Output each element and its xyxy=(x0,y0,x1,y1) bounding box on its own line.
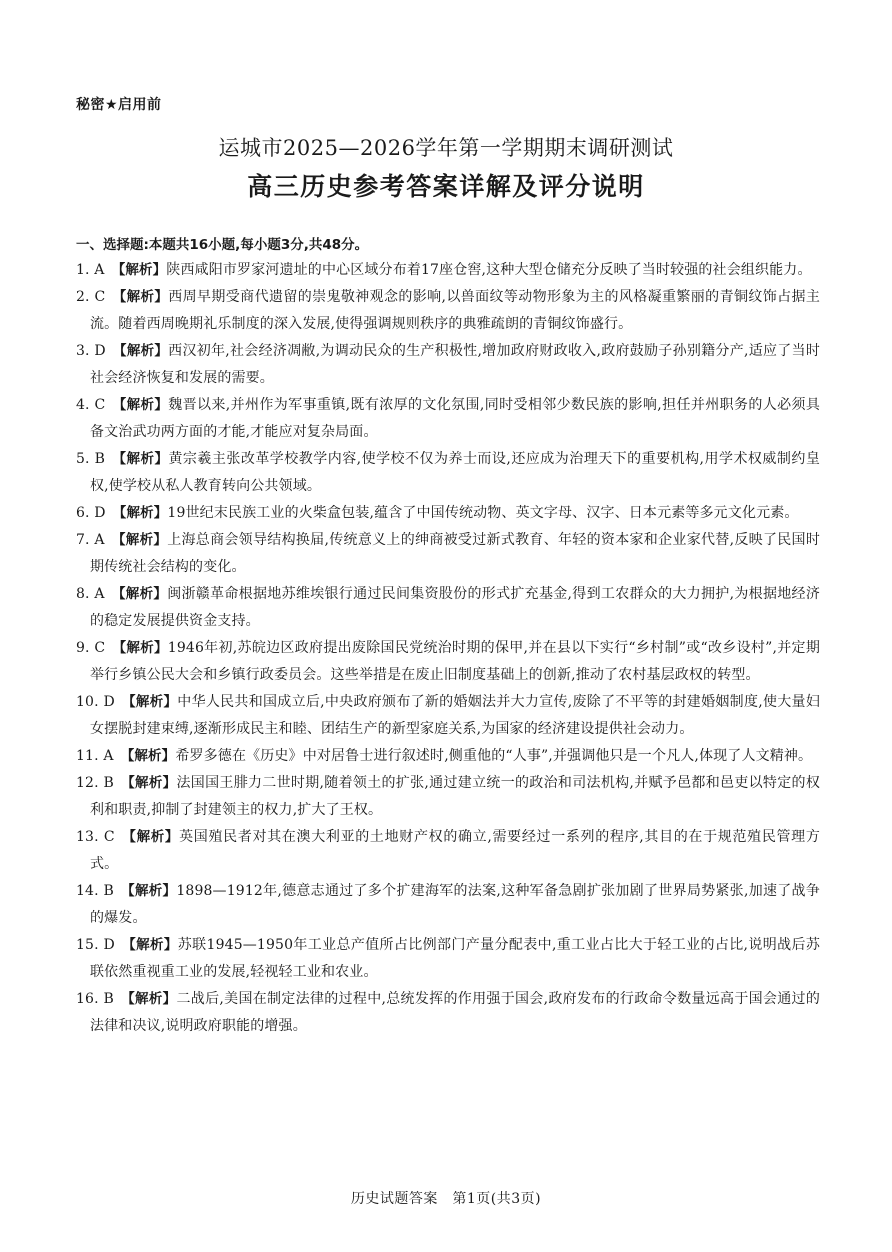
answer-item xyxy=(76,689,820,743)
analysis-tag: 【解析】 xyxy=(121,775,177,791)
answer-spacer xyxy=(114,991,121,1007)
section-heading: 一、选择题:本题共16小题,每小题3分,共48分。 xyxy=(76,237,369,253)
analysis-tag: 【解析】 xyxy=(121,694,178,710)
answer-item xyxy=(76,743,820,770)
answer-spacer xyxy=(114,748,121,764)
answer-item xyxy=(76,635,820,689)
analysis-tag: 【解析】 xyxy=(121,991,177,1007)
analysis-tag: 【解析】 xyxy=(120,748,176,764)
analysis-tag: 【解析】 xyxy=(112,397,169,413)
answer-item xyxy=(76,338,820,392)
answer-number: 6. D xyxy=(76,505,106,521)
analysis-text: 魏晋以来,并州作为军事重镇,既有浓厚的文化氛围,同时受相邻少数民族的影响,担任并州职务的人必须具备文治武功两方面的才能,才能应对复杂局面。 xyxy=(90,397,821,440)
analysis-text: 中华人民共和国成立后,中央政府颁布了新的婚姻法并大力宣传,废除了不平等的封建婚姻制度,使大量妇女摆脱封建束缚,逐渐形成民主和睦、团结生产的新型家庭关系,为国家的经济建设提供社会动力。 xyxy=(90,694,820,737)
answer-item xyxy=(76,878,820,932)
analysis-text: 英国殖民者对其在澳大利亚的土地财产权的确立,需要经过一系列的程序,其目的在于规范殖民管理方式。 xyxy=(90,829,820,872)
answer-number: 12. B xyxy=(76,775,114,791)
analysis-text: 闽浙赣革命根据地苏维埃银行通过民间集资股份的形式扩充基金,得到工农群众的大力拥护,为根据地经济的稳定发展提供资金支持。 xyxy=(90,586,820,629)
answer-item xyxy=(76,500,820,527)
confidential-label: 秘密★启用前 xyxy=(76,97,162,113)
analysis-text: 陕西咸阳市罗家河遗址的中心区域分布着17座仓窖,这种大型仓储充分反映了当时较强的社会组织能力。 xyxy=(166,262,812,278)
answer-number: 7. A xyxy=(76,532,105,548)
analysis-text: 西汉初年,社会经济凋敝,为调动民众的生产积极性,增加政府财政收入,政府鼓励子孙别籍分产,适应了当时社会经济恢复和发展的需要。 xyxy=(90,343,820,386)
answer-spacer xyxy=(115,829,122,845)
analysis-tag: 【解析】 xyxy=(122,937,178,953)
answer-item xyxy=(76,770,820,824)
answer-number: 4. C xyxy=(76,397,106,413)
answer-item xyxy=(76,446,820,500)
answer-number: 3. D xyxy=(76,343,106,359)
answer-number: 13. C xyxy=(76,829,115,845)
analysis-tag: 【解析】 xyxy=(112,289,169,305)
analysis-tag: 【解析】 xyxy=(121,883,177,899)
answer-spacer xyxy=(105,586,112,602)
answer-spacer xyxy=(115,937,122,953)
answer-spacer xyxy=(106,505,113,521)
analysis-tag: 【解析】 xyxy=(112,505,168,521)
exam-title: 运城市2025—2026学年第一学期期末调研测试 xyxy=(218,136,674,160)
answer-spacer xyxy=(106,343,113,359)
answer-spacer xyxy=(105,397,112,413)
analysis-tag: 【解析】 xyxy=(111,262,167,278)
answer-number: 15. D xyxy=(76,937,115,953)
analysis-text: 苏联1945—1950年工业总产值所占比例部门产量分配表中,重工业占比大于轻工业的占比,说明战后苏联依然重视重工业的发展,轻视轻工业和农业。 xyxy=(90,937,820,980)
answer-number: 10. D xyxy=(76,694,115,710)
answer-item xyxy=(76,257,820,284)
analysis-tag: 【解析】 xyxy=(111,532,168,548)
answer-item xyxy=(76,527,820,581)
analysis-tag: 【解析】 xyxy=(112,343,169,359)
analysis-text: 黄宗羲主张改革学校教学内容,使学校不仅为养士而设,还应成为治理天下的重要机构,用学术权威制约皇权,使学校从私人教育转向公共领域。 xyxy=(90,451,820,494)
analysis-text: 希罗多德在《历史》中对居鲁士进行叙述时,侧重他的“人事”,并强调他只是一个凡人,体现了人文精神。 xyxy=(175,748,813,764)
answer-number: 11. A xyxy=(76,748,114,764)
analysis-tag: 【解析】 xyxy=(112,451,169,467)
page-footer: 历史试题答案 第1页(共3页) xyxy=(350,1191,542,1207)
answer-number: 8. A xyxy=(76,586,105,602)
analysis-text: 19世纪末民族工业的火柴盒包装,蕴含了中国传统动物、英文字母、汉字、日本元素等多元文化元素。 xyxy=(167,505,799,521)
analysis-tag: 【解析】 xyxy=(112,640,168,656)
answer-spacer xyxy=(105,289,112,305)
analysis-text: 西周早期受商代遗留的崇鬼敬神观念的影响,以兽面纹等动物形象为主的风格凝重繁丽的青铜纹饰占据主流。随着西周晚期礼乐制度的深入发展,使得强调规则秩序的典雅疏朗的青铜纹饰盛行。 xyxy=(90,289,820,332)
answer-list xyxy=(76,257,820,1040)
analysis-text: 1898—1912年,德意志通过了多个扩建海军的法案,这种军备急剧扩张加剧了世界局势紧张,加速了战争的爆发。 xyxy=(90,883,820,926)
answer-spacer xyxy=(114,775,121,791)
analysis-text: 二战后,美国在制定法律的过程中,总统发挥的作用强于国会,政府发布的行政命令数量远高于国会通过的法律和决议,说明政府职能的增强。 xyxy=(90,991,820,1034)
answer-number: 1. A xyxy=(76,262,105,278)
answer-spacer xyxy=(105,532,112,548)
analysis-text: 上海总商会领导结构换届,传统意义上的绅商被受过新式教育、年轻的资本家和企业家代替,反映了民国时期传统社会结构的变化。 xyxy=(90,532,820,575)
answer-item xyxy=(76,932,820,986)
answer-spacer xyxy=(114,883,121,899)
answer-item xyxy=(76,986,820,1040)
answer-item xyxy=(76,581,820,635)
analysis-tag: 【解析】 xyxy=(111,586,168,602)
analysis-tag: 【解析】 xyxy=(121,829,180,845)
answer-item xyxy=(76,824,820,878)
answer-item xyxy=(76,392,820,446)
answer-item xyxy=(76,284,820,338)
document-title: 高三历史参考答案详解及评分说明 xyxy=(247,172,645,201)
answer-number: 16. B xyxy=(76,991,114,1007)
analysis-text: 法国国王腓力二世时期,随着领土的扩张,通过建立统一的政治和司法机构,并赋予邑都和邑吏以特定的权利和职责,抑制了封建领主的权力,扩大了王权。 xyxy=(90,775,820,818)
answer-number: 14. B xyxy=(76,883,114,899)
answer-number: 9. C xyxy=(76,640,106,656)
answer-number: 5. B xyxy=(76,451,106,467)
analysis-text: 1946年初,苏皖边区政府提出废除国民党统治时期的保甲,并在县以下实行“乡村制”或“改乡设村”,并定期举行乡镇公民大会和乡镇行政委员会。这些举措是在废止旧制度基础上的创新,推动了农村基层政权的转型。 xyxy=(90,640,820,683)
answer-spacer xyxy=(115,694,122,710)
answer-spacer xyxy=(105,262,112,278)
answer-number: 2. C xyxy=(76,289,106,305)
